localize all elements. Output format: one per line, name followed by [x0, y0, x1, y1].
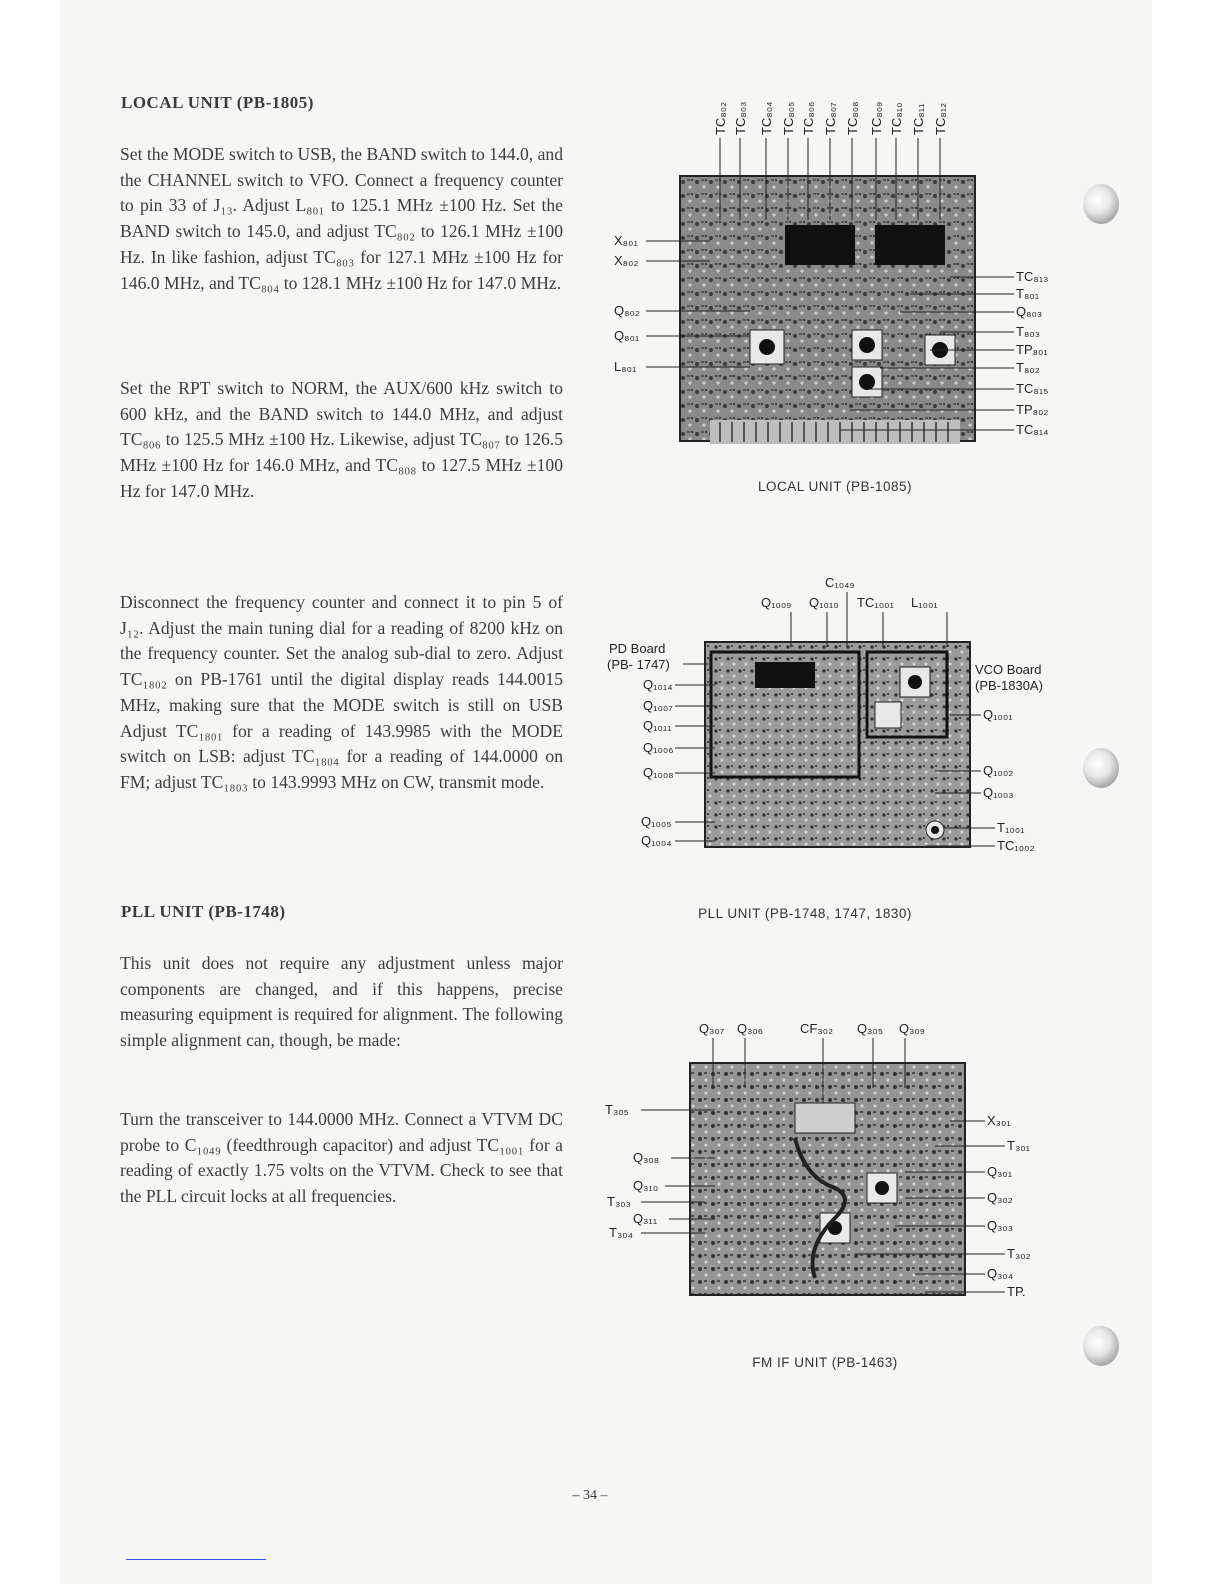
- fm-left-label: Q₃₀₈: [633, 1150, 660, 1165]
- fm-left-label: T₃₀₄: [609, 1225, 633, 1240]
- fm-right-label: Q₃₀₁: [987, 1164, 1013, 1179]
- fm-top-label: Q₃₀₅: [857, 1021, 884, 1036]
- local-top-label: TC₈₀₃: [733, 101, 748, 135]
- local-unit-paragraph-3: Disconnect the frequency counter and connect it to pin 5 of J₁₂. Adjust the main tuning dial for a reading of 8200 kHz on the frequency counter. Set the analog sub-dial to zero. Adjust TC₁₈₀₂ on PB-1761 until the digital display reads 144.0015 MHz, making sure that the MODE switch is still on USB Adjust TC₁₈₀₁ for a reading of 143.9985 with the MODE switch on LSB: adjust TC₁₈₀₄ for a reading of 144.0000 on FM; adjust TC₁₈₀₃ to 143.9993 MHz on CW, transmit mode.: [120, 592, 563, 792]
- local-top-label: TC₈₀₇: [823, 102, 838, 135]
- pll-right-label: T₁₀₀₁: [997, 820, 1025, 835]
- pll-unit-paragraph-2: Turn the transceiver to 144.0000 MHz. Connect a VTVM DC probe to C₁₀₄₉ (feedthrough capacitor) and adjust TC₁₀₀₁ for a reading of exactly 1.75 volts on the VTVM. Check to see that the PLL circuit locks at all frequencies.: [120, 1109, 563, 1207]
- pll-left-label: Q₁₀₀₄: [641, 833, 672, 848]
- vco-board-label: VCO Board: [975, 662, 1042, 677]
- pd-board-number: (PB- 1747): [607, 657, 670, 672]
- pll-unit-paragraph-1: This unit does not require any adjustment unless major components are changed, and if this happens, precise measuring equipment is required for alignment. The following simple alignment can, though, be made:: [120, 953, 563, 1051]
- local-top-label: TC₈₁₁: [911, 103, 926, 135]
- local-right-label: TP₈₀₂: [1016, 402, 1049, 417]
- fm-left-label: Q₃₁₁: [633, 1211, 658, 1226]
- local-right-label: Q₈₀₃: [1016, 304, 1043, 319]
- pll-top-label: Q₁₀₀₉: [761, 595, 792, 610]
- local-left-label: X₈₀₁: [614, 233, 638, 248]
- pd-board-label: PD Board: [609, 641, 666, 656]
- fm-right-label: Q₃₀₃: [987, 1218, 1014, 1233]
- pll-left-label: Q₁₀₁₁: [643, 718, 672, 733]
- fm-right-label: Q₃₀₂: [987, 1190, 1013, 1205]
- fm-left-label: T₃₀₃: [607, 1194, 631, 1209]
- local-unit-paragraph-1: Set the MODE switch to USB, the BAND switch to 144.0, and the CHANNEL switch to VFO. Connect a frequency counter to pin 33 of J₁₃. Adjust L₈₀₁ to 125.1 MHz ±100 Hz. Set the BAND switch to 145.0, and adjust TC₈₀₂ to 126.1 MHz ±100 Hz. In like fashion, adjust TC₈₀₃ for 127.1 MHz ±100 Hz for 146.0 MHz, and TC₈₀₄ to 128.1 MHz ±100 Hz for 147.0 MHz.: [120, 144, 563, 293]
- pll-right-label: Q₁₀₀₃: [983, 785, 1014, 800]
- pll-top-label: TC₁₀₀₁: [857, 595, 894, 610]
- fm-right-label: X₃₀₁: [987, 1113, 1011, 1128]
- local-top-label: TC₈₁₀: [889, 102, 904, 135]
- local-unit-figure: [610, 80, 1050, 450]
- local-left-label: X₈₀₂: [614, 253, 639, 268]
- local-top-label: TC₈₀₅: [781, 101, 796, 135]
- pll-top-label: Q₁₀₁₀: [809, 595, 839, 610]
- fm-top-label: Q₃₀₇: [699, 1021, 725, 1036]
- local-top-label: TC₈₁₂: [933, 102, 948, 135]
- local-right-label: TC₈₁₅: [1016, 381, 1049, 396]
- fm-if-board-photo: [690, 1063, 965, 1295]
- fm-right-label: T₃₀₂: [1007, 1246, 1031, 1261]
- fm-if-unit-caption: FM IF UNIT (PB-1463): [752, 1355, 898, 1370]
- pll-left-label: Q₁₀₀₅: [641, 814, 672, 829]
- pll-left-label: Q₁₀₁₄: [643, 677, 673, 692]
- pll-unit-figure: [605, 572, 1045, 862]
- pll-right-label: TC₁₀₀₂: [997, 838, 1035, 853]
- local-unit-paragraph-2: Set the RPT switch to NORM, the AUX/600 kHz switch to 600 kHz, and the BAND switch to 144.0 MHz, and adjust TC₈₀₆ to 125.5 MHz ±100 Hz. Likewise, adjust TC₈₀₇ to 126.5 MHz ±100 Hz for 146.0 MHz, and TC₈₀₈ to 127.5 MHz ±100 Hz for 147.0 MHz.: [120, 378, 563, 501]
- pll-right-label: Q₁₀₀₂: [983, 763, 1014, 778]
- binder-hole-top: [1083, 184, 1119, 224]
- pll-right-label: Q₁₀₀₁: [983, 707, 1013, 722]
- local-board-photo: [680, 176, 975, 441]
- pll-left-label: Q₁₀₀₈: [643, 765, 674, 780]
- fm-left-label: T₃₀₅: [605, 1102, 629, 1117]
- local-left-label: L₈₀₁: [614, 359, 637, 374]
- fm-top-label: Q₃₀₉: [899, 1021, 925, 1036]
- local-right-label: T₈₀₃: [1016, 324, 1041, 339]
- footnote-divider: [126, 1559, 266, 1560]
- fm-left-label: Q₃₁₀: [633, 1178, 659, 1193]
- local-left-label: Q₈₀₂: [614, 303, 640, 318]
- local-top-label: TC₈₀₉: [869, 101, 884, 135]
- fm-right-label: Q₃₀₄: [987, 1266, 1014, 1281]
- binder-hole-bottom: [1083, 1326, 1119, 1366]
- fm-right-label: TP.: [1007, 1284, 1026, 1299]
- local-unit-heading: LOCAL UNIT (PB-1805): [121, 93, 314, 112]
- fm-if-unit-figure: [605, 1018, 1045, 1308]
- fm-top-label: Q₃₀₆: [737, 1021, 764, 1036]
- fm-top-label: CF₃₀₂: [800, 1021, 834, 1036]
- local-right-label: TP₈₀₁: [1016, 342, 1048, 357]
- local-right-label: TC₈₁₄: [1016, 422, 1049, 437]
- local-left-label: Q₈₀₁: [614, 328, 640, 343]
- pll-top-label: C₁₀₄₉: [825, 575, 855, 590]
- pll-unit-caption: PLL UNIT (PB-1748, 1747, 1830): [698, 906, 912, 921]
- pll-top-label: L₁₀₀₁: [911, 595, 938, 610]
- vco-board-number: (PB-1830A): [975, 678, 1043, 693]
- local-top-label: TC₈₀₆: [801, 101, 816, 135]
- pll-unit-heading: PLL UNIT (PB-1748): [121, 902, 286, 921]
- local-right-label: T₈₀₁: [1016, 286, 1040, 301]
- page-number: – 34 –: [572, 1488, 608, 1503]
- local-unit-caption: LOCAL UNIT (PB-1085): [757, 479, 913, 494]
- fm-right-label: T₃₀₁: [1007, 1138, 1031, 1153]
- local-right-label: TC₈₁₃: [1016, 269, 1049, 284]
- pll-left-label: Q₁₀₀₇: [643, 698, 673, 713]
- local-top-label: TC₈₀₂: [713, 101, 728, 135]
- binder-hole-middle: [1083, 748, 1119, 788]
- local-top-label: TC₈₀₈: [845, 101, 860, 135]
- pll-left-label: Q₁₀₀₆: [643, 740, 674, 755]
- local-right-label: T₈₀₂: [1016, 360, 1040, 375]
- local-top-label: TC₈₀₄: [759, 101, 774, 135]
